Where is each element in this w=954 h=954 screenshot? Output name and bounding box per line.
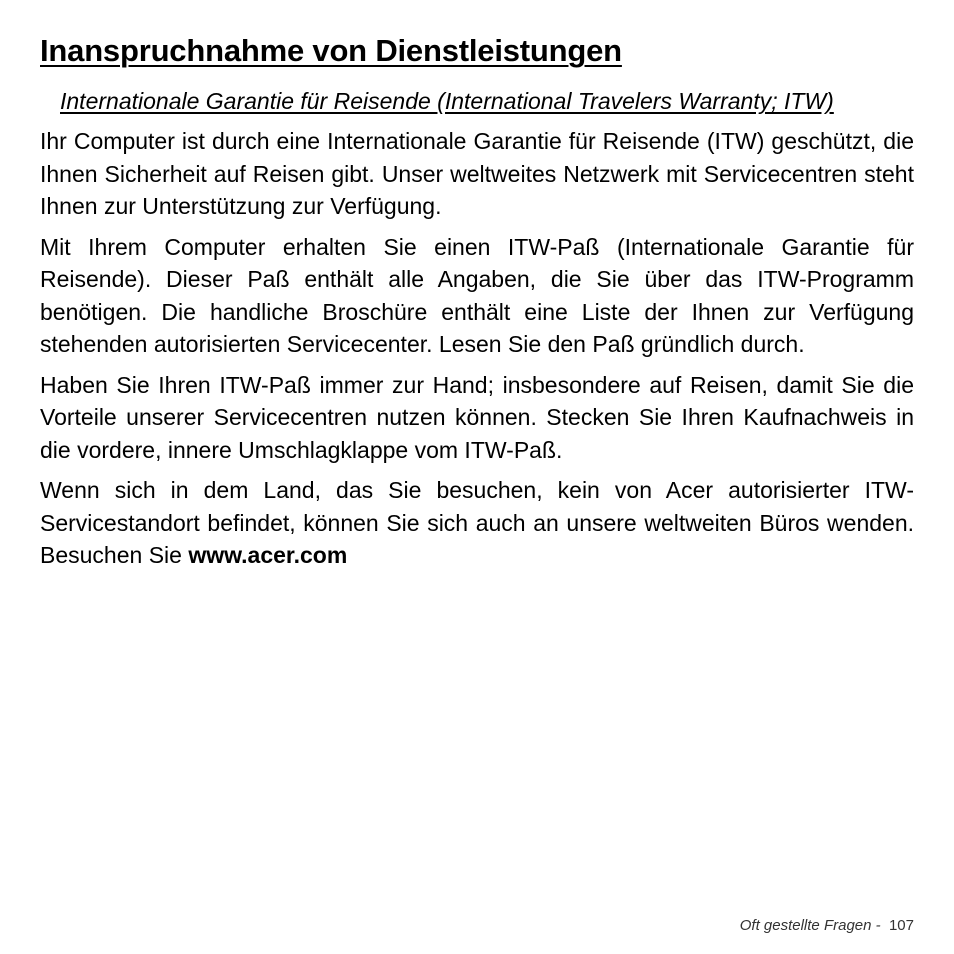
- page-title: Inanspruchnahme von Dienstleistungen: [40, 33, 622, 68]
- paragraph-2: Mit Ihrem Computer erhalten Sie einen ITW-Paß (Internationale Garantie für Reisende). Dieser Paß enthält alle Angaben, die Sie über das ITW-Programm benötigen. Die handliche Broschüre enthält eine Liste der Ihnen zur Verfügung stehenden autorisierten Servicecenter. Lesen Sie den Paß gründlich durch.: [40, 233, 914, 357]
- page-number: 107: [888, 917, 914, 934]
- acer-website-link[interactable]: www.acer.com: [188, 542, 348, 568]
- paragraph-1: Ihr Computer ist durch eine Internationale Garantie für Reisende (ITW) geschützt, die Ihnen Sicherheit auf Reisen gibt. Unser weltweites Netzwerk mit Servicecentren steht Ihnen zur Unterstützung zur Verfügung.: [40, 128, 914, 219]
- paragraph-4: [40, 474, 914, 572]
- footer-section-title: Oft gestellte Fragen -: [739, 917, 889, 934]
- paragraph-3: Haben Sie Ihren ITW-Paß immer zur Hand; insbesondere auf Reisen, damit Sie die Vorteile unserer Servicecentren nutzen können. Stecken Sie Ihren Kaufnachweis in die vordere, innere Umschlagklappe vom ITW-Paß.: [40, 371, 914, 463]
- document-page: [40, 30, 914, 580]
- section-subheading: Internationale Garantie für Reisende (International Travelers Warranty; ITW): [60, 88, 834, 114]
- paragraph-4-text: Wenn sich in dem Land, das Sie besuchen, kein von Acer autorisierter ITW-Servicestandort befindet, können Sie sich auch an unsere weltweiten Büros wenden. Besuchen Sie: [40, 477, 914, 568]
- page-footer: [740, 917, 914, 934]
